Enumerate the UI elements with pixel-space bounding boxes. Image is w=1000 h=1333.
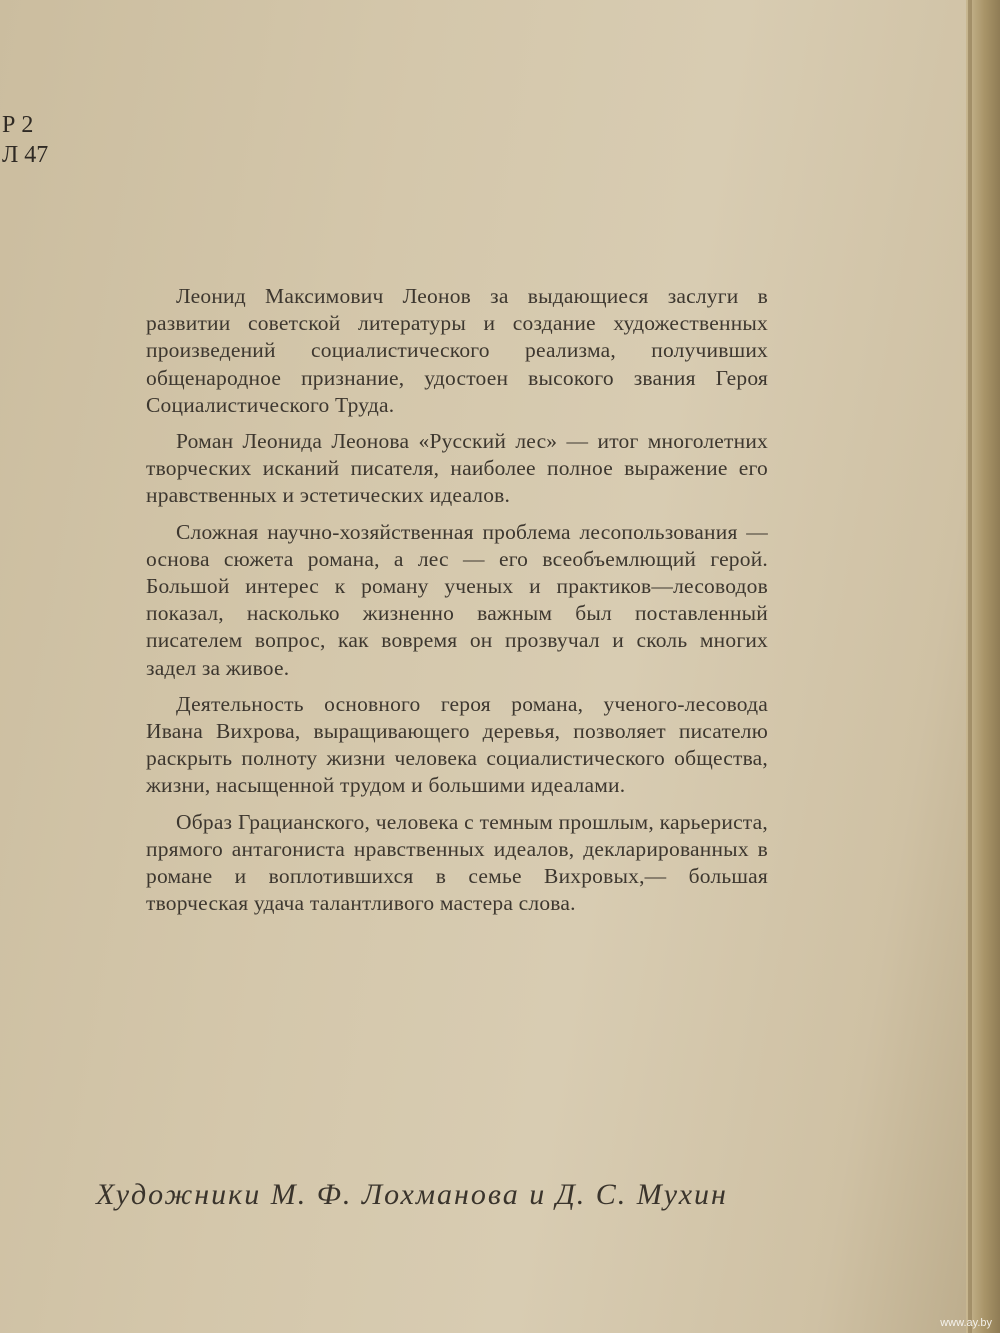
annotation-paragraph: Образ Грацианского, человека с темным прошлым, карьериста, прямого антагониста нравственных идеалов, декларированных в романе и воплотившихся в семье Вихровых,— большая творческая удача талантливого мастера слова. xyxy=(146,809,768,916)
page-edge-shadow xyxy=(968,0,972,1333)
watermark: www.ay.by xyxy=(940,1317,992,1329)
annotation-paragraph: Сложная научно-хозяйственная проблема лесопользования — основа сюжета романа, а лес — его всеобъемлющий герой. Большой интерес к роману ученых и практиков—лесоводов показал, насколько жизненно важным был поставленный писателем вопрос, как вовремя он прозвучал и сколь многих задел за живое. xyxy=(146,519,768,680)
annotation-paragraph: Леонид Максимович Леонов за выдающиеся заслуги в развитии советской литературы и создание художественных произведений социалистического реализма, получивших общенародное признание, удостоен высокого звания Героя Социалистического Труда. xyxy=(146,284,768,417)
illustrators-credit: Художники М. Ф. Лохманова и Д. С. Мухин xyxy=(96,1178,728,1211)
annotation-paragraph: Деятельность основного героя романа, ученого-лесовода Ивана Вихрова, выращивающего деревья, позволяет писателю раскрыть полноту жизни человека социалистического общества, жизни, насыщенной трудом и большими идеалами. xyxy=(146,691,768,798)
library-code-line-2: Л 47 xyxy=(2,142,49,168)
book-annotation xyxy=(146,283,768,926)
annotation-paragraph: Роман Леонида Леонова «Русский лес» — итог многолетних творческих исканий писателя, наиболее полное выражение его нравственных и эстетических идеалов. xyxy=(146,429,768,508)
library-code-line-1: Р 2 xyxy=(2,112,34,138)
library-classification-code xyxy=(2,110,48,170)
